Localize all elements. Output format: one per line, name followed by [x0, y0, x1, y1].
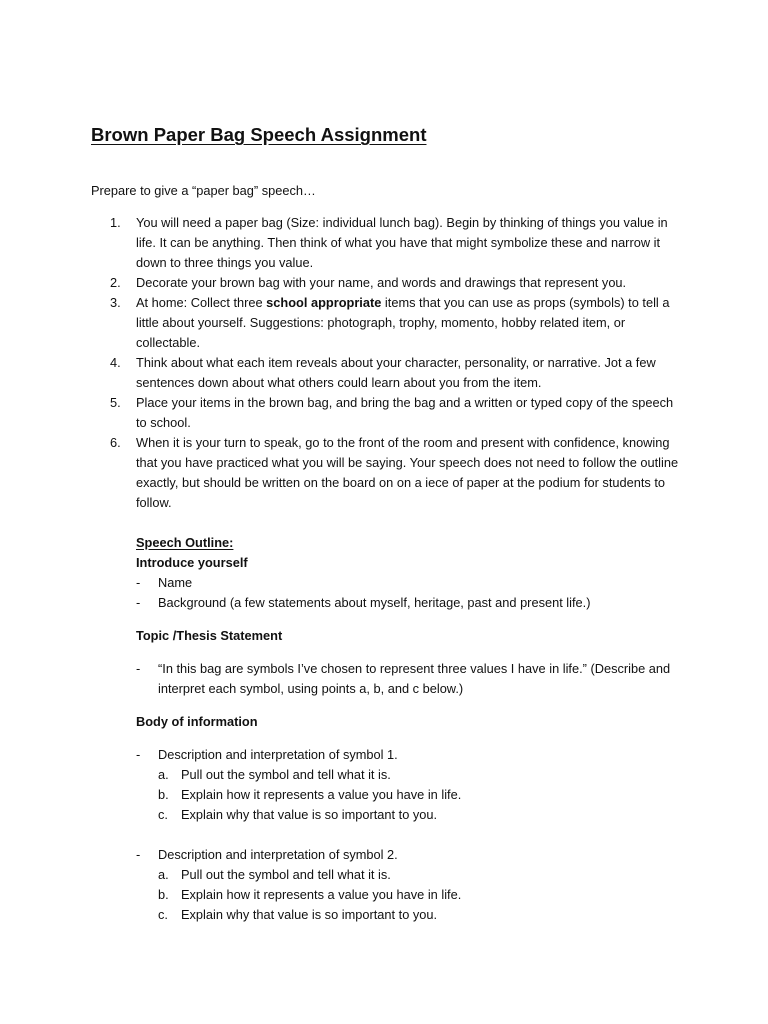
sub-point-letter: c. — [158, 807, 168, 822]
intro-text: Prepare to give a “paper bag” speech… — [91, 183, 316, 198]
dash-bullet: - — [136, 575, 141, 590]
step-text — [136, 293, 681, 353]
steps-list — [0, 213, 768, 513]
sub-point-text: Explain why that value is so important to you. — [181, 907, 438, 922]
step-number: 1. — [110, 215, 121, 230]
symbol-title: Description and interpretation of symbol 1. — [158, 747, 398, 762]
step-number: 3. — [110, 295, 121, 310]
step-text: When it is your turn to speak, go to the front of the room and present with confidence, knowing that you have practiced what you will be saying. Your speech does not need to follow the outline exactly, but should be written on the board on on a iece of paper at the podium for students to follow. — [136, 435, 679, 510]
list-item-text: “In this bag are symbols I’ve chosen to represent three values I have in life.” (Describe and interpret each symbol, using points a, b, and c below.) — [158, 661, 671, 696]
step-text: Decorate your brown bag with your name, and words and drawings that represent you. — [136, 275, 627, 290]
step-number: 5. — [110, 395, 121, 410]
step-item — [0, 213, 768, 273]
body-heading: Body of information — [136, 714, 258, 729]
dash-bullet: - — [136, 661, 141, 676]
dash-bullet: - — [136, 747, 141, 762]
sub-point-text: Explain how it represents a value you have in life. — [181, 787, 462, 802]
step-number: 2. — [110, 275, 121, 290]
emphasis-text: school appropriate — [266, 295, 382, 310]
sub-point-letter: b. — [158, 787, 169, 802]
sub-point-letter: c. — [158, 907, 168, 922]
sub-point-letter: a. — [158, 767, 169, 782]
step-item — [0, 273, 768, 293]
symbol-title: Description and interpretation of symbol 2. — [158, 847, 398, 862]
outline-heading: Speech Outline: — [136, 535, 234, 550]
step-item — [0, 353, 768, 393]
step-item — [0, 433, 768, 513]
symbol-item — [0, 845, 768, 865]
list-item-text: Name — [158, 575, 193, 590]
step-number: 6. — [110, 435, 121, 450]
step-item — [0, 293, 768, 353]
step-text: You will need a paper bag (Size: individual lunch bag). Begin by thinking of things you value in life. It can be anything. Then think of what you have that might symbolize these and narrow it down to three things you value. — [136, 215, 668, 270]
topic-heading: Topic /Thesis Statement — [136, 628, 283, 643]
step-text: Think about what each item reveals about your character, personality, or narrative. Jot a few sentences down about what others could learn about you from the item. — [136, 355, 656, 390]
dash-bullet: - — [136, 595, 141, 610]
sub-point-letter: a. — [158, 867, 169, 882]
step-text-start: At home: Collect three — [136, 295, 267, 310]
dash-bullet: - — [136, 847, 141, 862]
sub-point-text: Explain why that value is so important to you. — [181, 807, 438, 822]
introduce-heading: Introduce yourself — [136, 555, 248, 570]
list-item — [0, 659, 768, 699]
step-text-end: items that you can use as props (symbols) to tell a little about yourself. Suggestions: photograph, trophy, momento, hobby related item, or collectable. — [136, 295, 670, 350]
step-item — [0, 393, 768, 433]
step-number: 4. — [110, 355, 121, 370]
sub-point-text: Pull out the symbol and tell what it is. — [181, 767, 391, 782]
symbol-item — [0, 745, 768, 765]
document-title: Brown Paper Bag Speech Assignment — [91, 124, 427, 145]
list-item — [0, 593, 768, 613]
sub-point-text: Explain how it represents a value you have in life. — [181, 887, 462, 902]
sub-point-letter: b. — [158, 887, 169, 902]
step-text: Place your items in the brown bag, and bring the bag and a written or typed copy of the speech to school. — [136, 395, 674, 430]
list-item-text: Background (a few statements about myself, heritage, past and present life.) — [158, 595, 591, 610]
list-item — [0, 573, 768, 593]
sub-point-text: Pull out the symbol and tell what it is. — [181, 867, 391, 882]
